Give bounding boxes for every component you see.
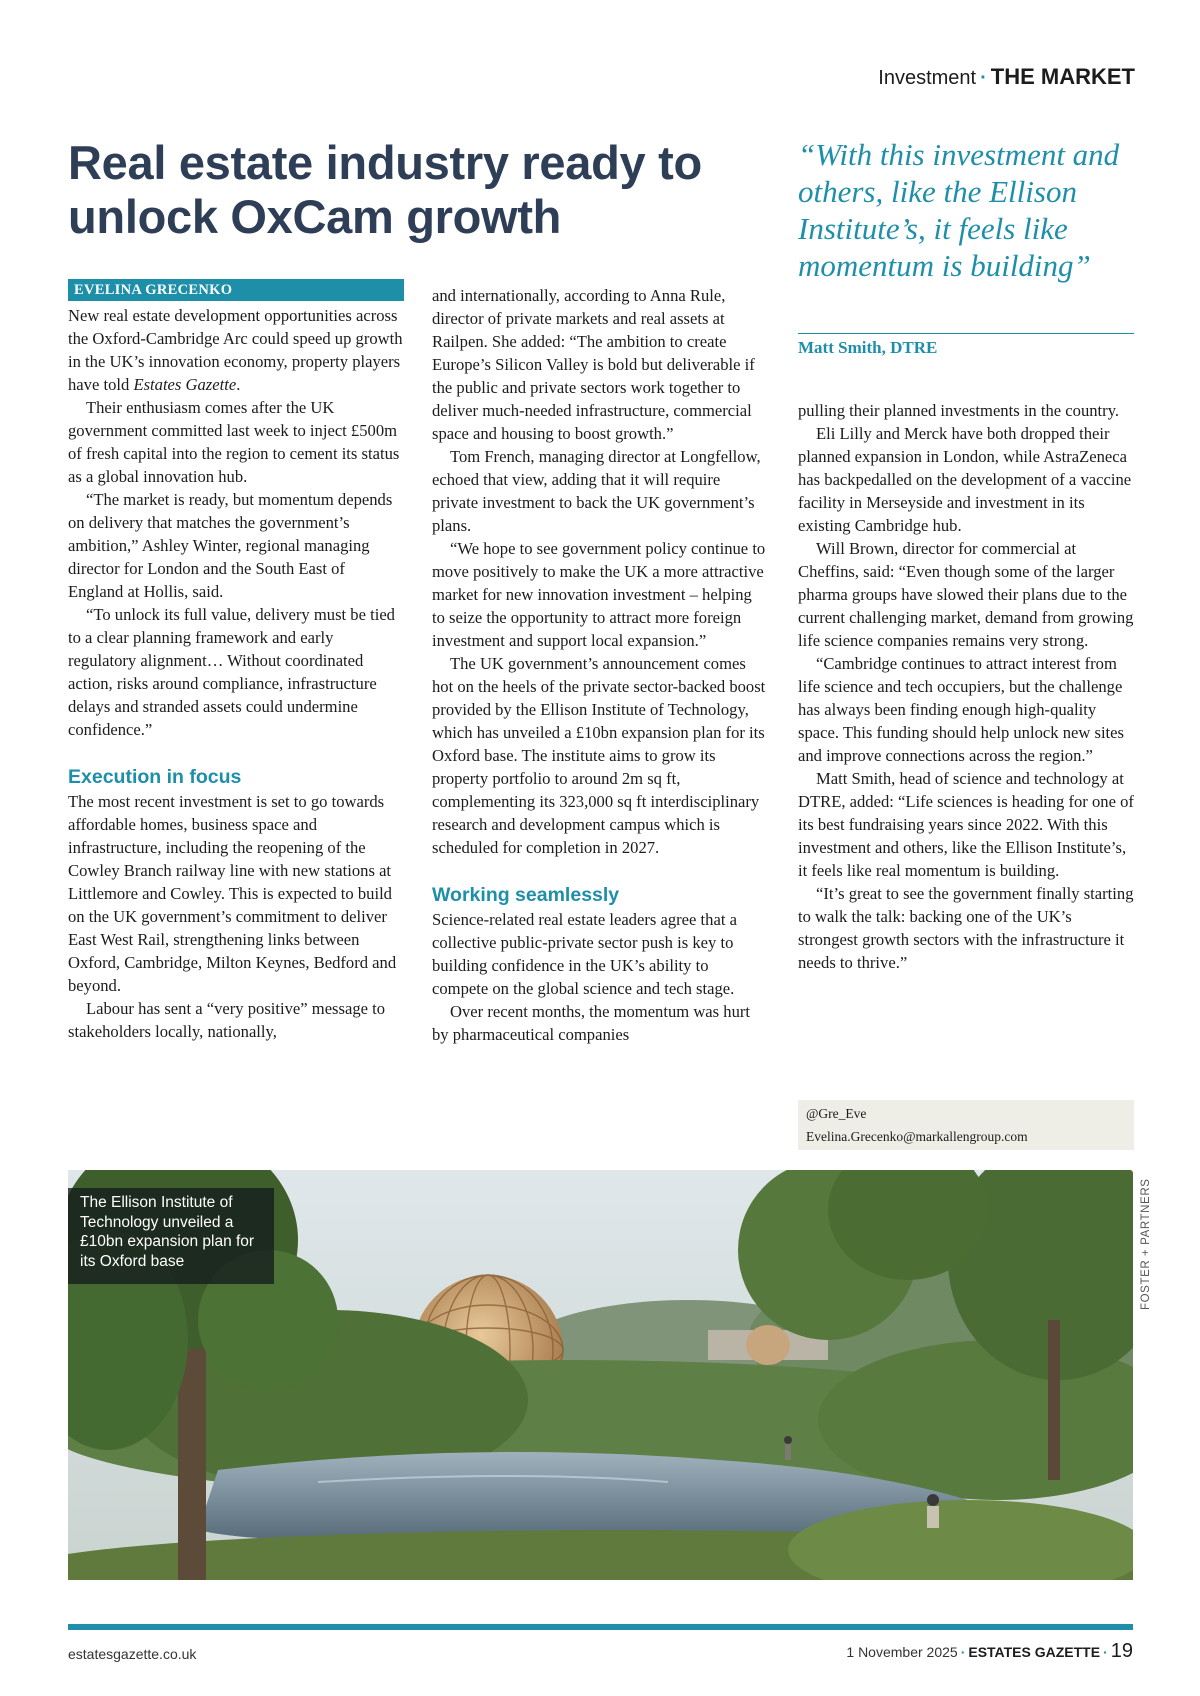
section-label: Investment	[878, 67, 977, 89]
paragraph: Eli Lilly and Merck have both dropped their planned expansion in London, while AstraZeneca has backpedalled on the development of a vaccine facility in Merseyside and investment in its existing Cambridge hub.	[798, 424, 1132, 535]
publication-title: ESTATES GAZETTE	[968, 1644, 1101, 1660]
running-head	[878, 64, 1135, 90]
paragraph: and internationally, according to Anna Rule, director of private markets and real assets at Railpen. She added: “The ambition to create Europe’s Silicon Valley is bold but deliverable if the public and private sectors work together to deliver much-needed infrastructure, commercial space and housing to boost growth.”	[432, 286, 755, 443]
author-email[interactable]: Evelina.Grecenko@markallengroup.com	[806, 1129, 1028, 1144]
paragraph: “The market is ready, but momentum depends on delivery that matches the government’s ambition,” Ashley Winter, regional managing director for London and the South East of England at Hollis, said.	[68, 490, 393, 601]
photo-caption: The Ellison Institute of Technology unveiled a £10bn expansion plan for its Oxford base	[68, 1188, 274, 1284]
separator-dot: ·	[980, 67, 987, 89]
page-number: 19	[1110, 1640, 1133, 1662]
paragraph: New real estate development opportunities across the Oxford-Cambridge Arc could speed up growth in the UK’s innovation economy, property players have told Estates Gazette.	[68, 306, 403, 394]
paragraph: “To unlock its full value, delivery must be tied to a clear planning framework and early regulatory alignment… Without coordinated action, risks around compliance, infrastructure delays and stranded assets could undermine confidence.”	[68, 605, 395, 739]
footer-rule	[68, 1624, 1133, 1630]
separator-dot: ·	[960, 1644, 966, 1660]
photo-credit: FOSTER + PARTNERS	[1140, 1178, 1152, 1310]
footer-info	[846, 1640, 1133, 1663]
separator-dot: ·	[1103, 1644, 1108, 1660]
paragraph: Will Brown, director for commercial at Cheffins, said: “Even though some of the larger pharma groups have slowed their plans due to the current challenging market, demand from growing life science companies remains very strong.	[798, 539, 1134, 650]
pull-quote-rule	[798, 333, 1134, 334]
paragraph: “We hope to see government policy continue to move positively to make the UK a more attractive market for new innovation investment – helping to seize the opportunity to attract more foreign investment and support local expansion.”	[432, 539, 766, 650]
paragraph: Science-related real estate leaders agree that a collective public-private sector push is key to building confidence in the UK’s ability to compete on the global science and tech stage.	[432, 910, 737, 998]
author-contact-box	[798, 1100, 1134, 1150]
paragraph: Tom French, managing director at Longfellow, echoed that view, adding that it will require private investment to back the UK government’s plans.	[432, 447, 761, 535]
paragraph: The most recent investment is set to go towards affordable homes, business space and infrastructure, including the reopening of the Cowley Branch railway line with new stations at Littlemore and Cowley. This is expected to build on the UK government’s commitment to deliver East West Rail, strengthening links between Oxford, Cambridge, Milton Keynes, Bedford and beyond.	[68, 792, 397, 995]
paragraph: Labour has sent a “very positive” message to stakeholders locally, nationally,	[68, 999, 386, 1041]
column-2	[432, 284, 768, 1046]
paragraph: The UK government’s announcement comes hot on the heels of the private sector-backed boost provided by the Ellison Institute of Technology, which has unveiled a £10bn expansion plan for its Oxford base. The institute aims to grow its property portfolio to around 2m sq ft, complementing its 323,000 sq ft interdisciplinary research and development campus which is scheduled for completion in 2027.	[432, 654, 766, 857]
pull-quote-attribution: Matt Smith, DTRE	[798, 338, 938, 357]
issue-date: 1 November 2025	[846, 1644, 958, 1660]
column-1	[68, 279, 404, 1043]
website-link[interactable]: estatesgazette.co.uk	[68, 1646, 197, 1662]
paragraph: pulling their planned investments in the country.	[798, 401, 1120, 420]
paragraph: Matt Smith, head of science and technology at DTRE, added: “Life sciences is heading for one of its best fundraising years since 2022. With this investment and others, like the Ellison Institute’s, it feels like real momentum is building.	[798, 769, 1134, 880]
twitter-handle[interactable]: @Gre_Eve	[806, 1106, 867, 1121]
article-headline: Real estate industry ready to unlock OxCam growth	[68, 136, 702, 243]
section-title: THE MARKET	[990, 64, 1135, 89]
column-3	[798, 399, 1134, 974]
paragraph: Their enthusiasm comes after the UK government committed last week to inject £500m of fresh capital into the region to cement its status as a global innovation hub.	[68, 398, 400, 486]
subheading: Execution in focus	[68, 766, 242, 788]
paragraph: “It’s great to see the government finally starting to walk the talk: backing one of the UK’s strongest growth sectors with the infrastructure it needs to thrive.”	[798, 884, 1134, 972]
publication-name: Estates Gazette	[133, 375, 237, 394]
byline: EVELINA GRECENKO	[68, 279, 404, 301]
paragraph: “Cambridge continues to attract interest from life science and tech occupiers, but the challenge has always been finding enough high-quality space. This funding should help unlock new sites and improve connections across the region.”	[798, 654, 1124, 765]
subheading: Working seamlessly	[432, 884, 620, 906]
pull-quote: “With this investment and others, like the Ellison Institute’s, it feels like momentum is building”	[798, 137, 1120, 283]
paragraph: Over recent months, the momentum was hurt by pharmaceutical companies	[432, 1002, 751, 1044]
